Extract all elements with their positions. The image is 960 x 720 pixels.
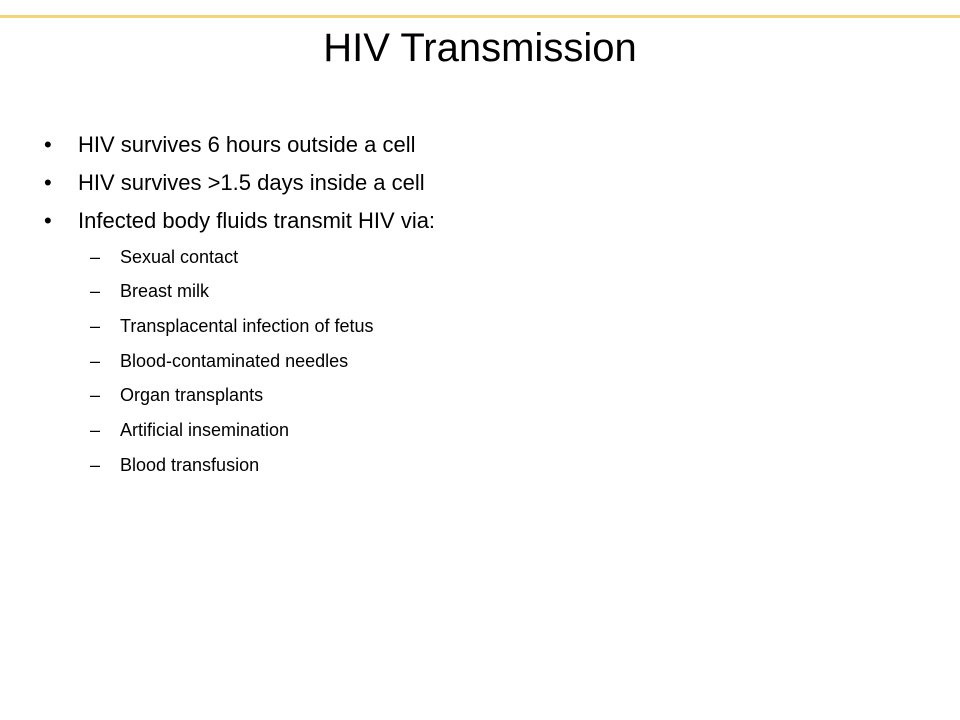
bullet-marker: • [44,208,52,233]
sub-bullet-text: Blood-contaminated needles [120,351,349,371]
dash-marker: – [90,385,101,405]
bullet-text: Infected body fluids transmit HIV via: [78,208,436,233]
bullet-text: HIV survives >1.5 days inside a cell [78,170,425,195]
sub-bullet-text: Blood transfusion [120,455,260,475]
sub-bullet-text: Organ transplants [120,385,264,405]
slide-title: HIV Transmission [323,26,637,70]
bullet-text: HIV survives 6 hours outside a cell [78,132,416,157]
dash-marker: – [90,455,101,475]
dash-marker: – [90,420,101,440]
dash-marker: – [90,316,101,336]
sub-bullet-text: Breast milk [120,281,210,301]
dash-marker: – [90,247,101,267]
bullet-marker: • [44,132,52,157]
dash-marker: – [90,351,101,371]
bullet-marker: • [44,170,52,195]
dash-marker: – [90,281,101,301]
sub-bullet-text: Transplacental infection of fetus [120,316,374,336]
sub-bullet-text: Artificial insemination [120,420,290,440]
sub-bullet-text: Sexual contact [120,247,239,267]
